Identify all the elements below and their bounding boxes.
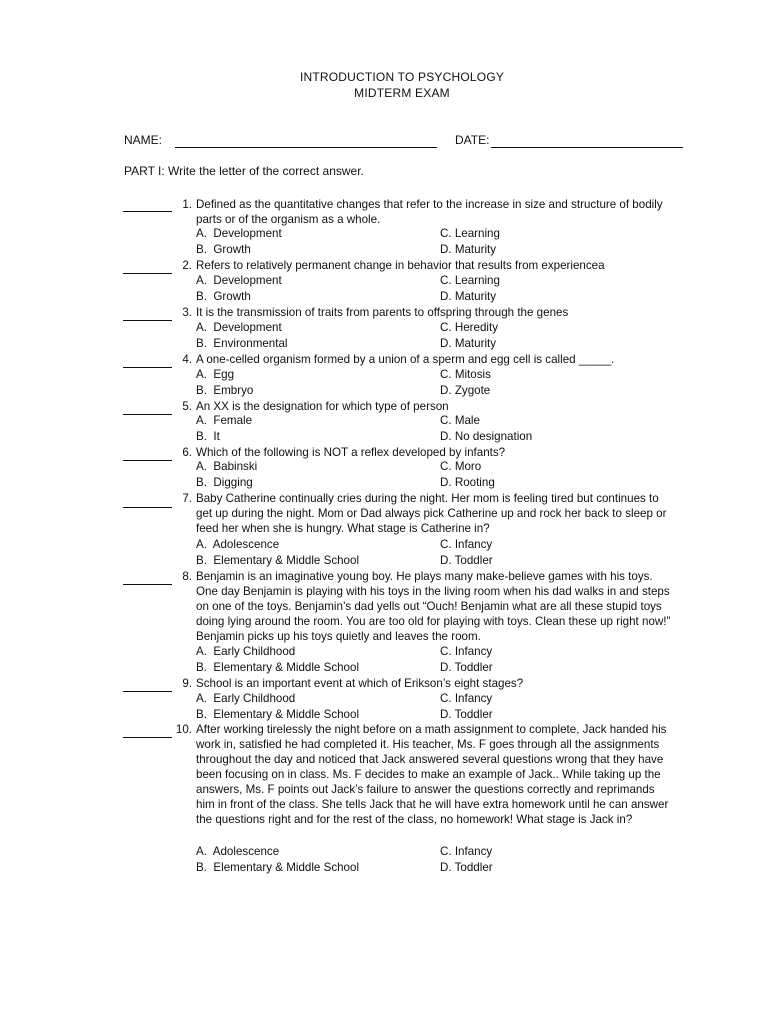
option-a: A. Early Childhood xyxy=(196,692,296,705)
course-title: INTRODUCTION TO PSYCHOLOGY xyxy=(299,70,505,84)
option-b: B. Embryo xyxy=(196,384,254,397)
option-row xyxy=(0,860,768,876)
option-b: B. Environmental xyxy=(196,337,288,350)
date-label: DATE: xyxy=(455,133,490,147)
option-row xyxy=(0,459,768,475)
question-number: 1. xyxy=(182,198,192,211)
question-text: School is an important event at which of Erikson’s eight stages? xyxy=(196,677,524,690)
option-row xyxy=(0,660,768,676)
name-label: NAME: xyxy=(124,133,163,147)
part1-instruction: PART I: Write the letter of the correct answer. xyxy=(124,164,364,178)
option-c: C. Heredity xyxy=(440,321,498,334)
option-row xyxy=(0,644,768,660)
option-b: B. Elementary & Middle School xyxy=(196,861,360,874)
option-a: A. Babinski xyxy=(196,460,258,473)
option-row xyxy=(0,691,768,707)
option-a: A. Development xyxy=(196,227,282,240)
option-c: C. Learning xyxy=(440,274,500,287)
option-row xyxy=(0,553,768,569)
option-a: A. Early Childhood xyxy=(196,645,296,658)
option-a: A. Development xyxy=(196,321,282,334)
option-c: C. Infancy xyxy=(440,692,493,705)
name-field[interactable] xyxy=(175,147,437,148)
option-row xyxy=(0,383,768,399)
question-number: 7. xyxy=(182,492,192,505)
option-row xyxy=(0,475,768,491)
option-b: B. Elementary & Middle School xyxy=(196,708,360,721)
option-d: D. Maturity xyxy=(440,243,497,256)
option-b: B. It xyxy=(196,430,220,443)
date-field[interactable] xyxy=(491,147,683,148)
option-d: D. Toddler xyxy=(440,861,493,874)
question-text: Which of the following is NOT a reflex developed by infants? xyxy=(196,446,506,459)
question-number: 4. xyxy=(182,353,192,366)
question-text: Refers to relatively permanent change in behavior that results from experiencea xyxy=(196,259,605,272)
answer-blank[interactable] xyxy=(123,737,172,738)
option-row xyxy=(0,273,768,289)
answer-blank[interactable] xyxy=(123,584,172,585)
option-a: A. Development xyxy=(196,274,282,287)
option-c: C. Infancy xyxy=(440,845,493,858)
option-row xyxy=(0,226,768,242)
question-number: 10. xyxy=(175,723,192,736)
option-b: B. Elementary & Middle School xyxy=(196,554,360,567)
answer-blank[interactable] xyxy=(123,211,172,212)
question-number: 6. xyxy=(182,446,192,459)
option-d: D. Toddler xyxy=(440,661,493,674)
option-row xyxy=(0,289,768,305)
option-c: C. Mitosis xyxy=(440,368,491,381)
option-a: A. Female xyxy=(196,414,253,427)
option-c: C. Infancy xyxy=(440,538,493,551)
question-text: After working tirelessly the night before on a math assignment to complete, Jack handed his work in, satisfied he had completed it. His teacher, Ms. F goes through all the assignments throughout the day and noticed that Jack answered several questions wrong that they have been focusing on in class. Ms. F decides to make an example of Jack.. While taking up the answers, Ms. F points out Jack’s failure to answer the questions correctly and reprimands him in front of the class. She tells Jack that he will have extra homework until he can answer the questions right and for the rest of the class, no homework! What stage is Jack in? xyxy=(196,723,669,826)
question-number: 5. xyxy=(182,400,192,413)
option-row xyxy=(0,707,768,723)
option-b: B. Digging xyxy=(196,476,253,489)
option-c: C. Moro xyxy=(440,460,482,473)
option-a: A. Adolescence xyxy=(196,845,280,858)
option-row xyxy=(0,320,768,336)
option-a: A. Egg xyxy=(196,368,235,381)
option-d: D. Maturity xyxy=(440,290,497,303)
option-d: D. No designation xyxy=(440,430,533,443)
option-c: C. Learning xyxy=(440,227,500,240)
question-text: A one-celled organism formed by a union of a sperm and egg cell is called _____. xyxy=(196,353,615,366)
question-text: Baby Catherine continually cries during the night. Her mom is feeling tired but continues to get up during the night. Mom or Dad always pick Catherine up and rock her back to sleep or feed her when she is hungry. What stage is Catherine in? xyxy=(196,492,667,535)
option-c: C. Male xyxy=(440,414,480,427)
question-text: An XX is the designation for which type of person xyxy=(196,400,449,413)
option-a: A. Adolescence xyxy=(196,538,280,551)
option-d: D. Toddler xyxy=(440,708,493,721)
question-number: 2. xyxy=(182,259,192,272)
question-text: Benjamin is an imaginative young boy. He plays many make-believe games with his toys. One day Benjamin is playing with his toys in the living room when his dad walks in and steps on one of the toys. Benjamin’s dad yells out “Ouch! Benjamin what are all these stupid toys doing lying around the room. You are too old for playing with toys. Clean these up right now!” Benjamin picks up his toys quietly and leaves the room. xyxy=(196,570,671,643)
option-d: D. Rooting xyxy=(440,476,495,489)
option-c: C. Infancy xyxy=(440,645,493,658)
option-b: B. Growth xyxy=(196,290,251,303)
question-text: It is the transmission of traits from parents to offspring through the genes xyxy=(196,306,569,319)
option-row xyxy=(0,844,768,860)
question-number: 3. xyxy=(182,306,192,319)
answer-blank[interactable] xyxy=(123,507,172,508)
exam-title: MIDTERM EXAM xyxy=(354,86,450,100)
question-text: Defined as the quantitative changes that refer to the increase in size and structure of bodily parts or of the organism as a whole. xyxy=(196,198,663,226)
option-row xyxy=(0,413,768,429)
option-row xyxy=(0,537,768,553)
option-row xyxy=(0,367,768,383)
option-d: D. Zygote xyxy=(440,384,491,397)
option-d: D. Toddler xyxy=(440,554,493,567)
option-row xyxy=(0,336,768,352)
option-row xyxy=(0,429,768,445)
option-b: B. Growth xyxy=(196,243,251,256)
option-d: D. Maturity xyxy=(440,337,497,350)
question-number: 8. xyxy=(182,570,192,583)
question-number: 9. xyxy=(182,677,192,690)
option-b: B. Elementary & Middle School xyxy=(196,661,360,674)
option-row xyxy=(0,242,768,258)
